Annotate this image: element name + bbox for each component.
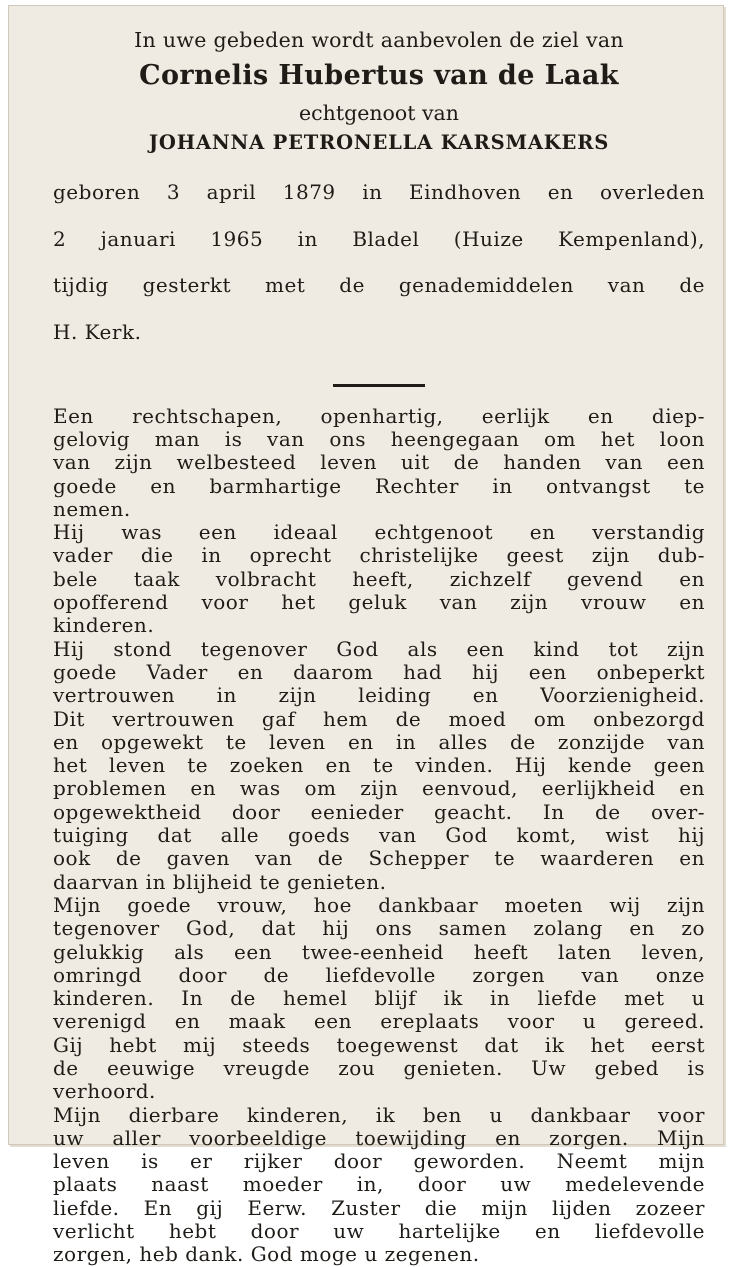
tribute-line: en opgewekt te leven en in alles de zonzijde van [53,729,705,754]
tribute-line: Hij stond tegenover God als een kind tot zijn [53,636,705,661]
tribute-line: goede en barmhartige Rechter in ontvangst te [53,473,705,498]
tribute-line: vertrouwen in zijn leiding en Voorzienigheid. [53,683,705,708]
tribute-line: de eeuwige vreugde zou genieten. Uw gebed is [53,1055,705,1080]
tribute-line: Een rechtschapen, openhartig, eerlijk en diep- [53,403,705,428]
tribute-line: zorgen, heb dank. God moge u zegenen. [53,1242,480,1267]
divider-rule [333,384,425,387]
deceased-name: Cornelis Hubertus van de Laak [139,60,619,91]
tribute-line: bele taak volbracht heeft, zichzelf gevend en [53,566,705,591]
tribute-line: Mijn dierbare kinderen, ik ben u dankbaar voor [53,1102,705,1127]
tribute-line: verenigd en maak een ereplaats voor u gereed. [53,1009,705,1034]
tribute-line: verhoord. [53,1079,156,1104]
tribute-line: uw aller voorbeeldige toewijding en zorgen. Mijn [53,1125,705,1150]
tribute-line: Hij was een ideaal echtgenoot en verstandig [53,520,705,545]
life-line: geboren 3 april 1879 in Eindhoven en overleden [53,180,705,205]
tribute-line: nemen. [53,496,131,521]
tribute-line: plaats naast moeder in, door uw medelevende [53,1172,705,1197]
life-line: H. Kerk. [53,320,142,345]
tribute-line: kinderen. In de hemel blijf ik in liefde met u [53,986,705,1011]
tribute-line: tegenover God, dat hij ons samen zolang en zo [53,916,705,941]
tribute-line: Mijn goede vrouw, hoe dankbaar moeten wij zijn [53,892,705,917]
life-dates-paragraph [53,158,705,368]
life-line: 2 januari 1965 in Bladel (Huize Kempenland), [53,226,705,251]
spouse-name: JOHANNA PETRONELLA KARSMAKERS [148,131,610,154]
tribute-line: Gij hebt mij steeds toegewenst dat ik het eerst [53,1032,705,1057]
tribute-line: goede Vader en daarom had hij een onbeperkt [53,659,705,684]
tribute-line: vader die in oprecht christelijke geest zijn dub- [53,543,705,568]
life-line: tijdig gesterkt met de genademiddelen van de [53,273,705,298]
tribute-line: kinderen. [53,613,155,638]
tribute-line: gelovig man is van ons heengegaan om het loon [53,426,705,451]
tribute-line: opgewektheid door eenieder geacht. In de over- [53,799,705,824]
tribute-line: leven is er rijker door geworden. Neemt mijn [53,1149,705,1174]
tribute-line: gelukkig als een twee-eenheid heeft laten leven, [53,939,705,964]
card-content [53,24,705,1267]
tribute-line: liefde. En gij Eerw. Zuster die mijn lijden zozeer [53,1195,705,1220]
tribute-line: het leven te zoeken en te vinden. Hij kende geen [53,753,705,778]
memorial-card [8,5,724,1267]
tribute-paragraph [53,405,705,1267]
tribute-line: problemen en was om zijn eenvoud, eerlijkheid en [53,776,705,801]
tribute-line: omringd door de liefdevolle zorgen van onze [53,962,705,987]
spouse-label: echtgenoot van [299,101,459,125]
tribute-line: daarvan in blijheid te genieten. [53,869,387,894]
tribute-line: tuiging dat alle goeds van God komt, wist hij [53,823,705,848]
tribute-line: van zijn welbesteed leven uit de handen van een [53,450,705,475]
tribute-line: opofferend voor het geluk van zijn vrouw en [53,590,705,615]
tribute-line: ook de gaven van de Schepper te waarderen en [53,846,705,871]
tribute-line: Dit vertrouwen gaf hem de moed om onbezorgd [53,706,705,731]
intro-line: In uwe gebeden wordt aanbevolen de ziel van [134,28,624,52]
tribute-line: verlicht hebt door uw hartelijke en liefdevolle [53,1219,705,1244]
